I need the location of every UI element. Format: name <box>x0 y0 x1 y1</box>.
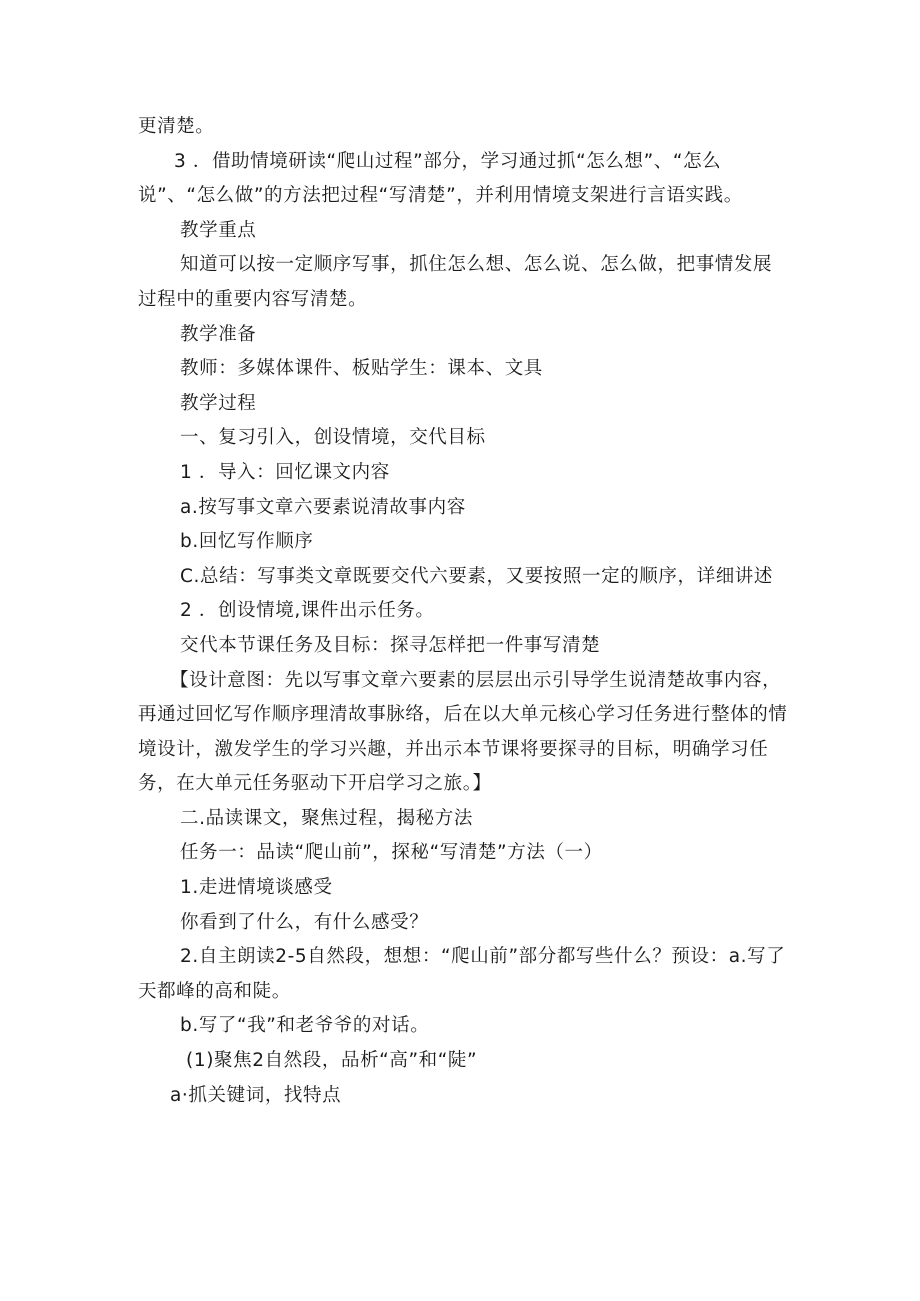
section-heading-preparation: 教学准备 <box>180 323 257 345</box>
task-one-item-2: 2.自主朗读2-5自然段，想想：“爬山前”部分都写些什么？预设：a.写了天都峰的高和陡。 <box>138 946 786 1002</box>
task-one-heading: 任务一：品读“爬山前”，探秘“写清楚”方法（一） <box>180 842 603 864</box>
objective-item-3: 3 ．借助情境研读“爬山过程”部分，学习通过抓“怎么想”、“怎么说”、“怎么做”的方法把过程“写清楚”，并利用情境支架进行言语实践。 <box>138 150 743 207</box>
task-one-subitem-1a: a·抓关键词，找特点 <box>170 1084 342 1106</box>
step-two-heading: 二.品读课文，聚焦过程，揭秘方法 <box>180 807 473 829</box>
document-body <box>138 110 786 1113</box>
preparation-text: 教师：多媒体课件、板贴学生：课本、文具 <box>180 358 543 380</box>
section-heading-process: 教学过程 <box>180 392 257 414</box>
section-heading-key-points: 教学重点 <box>180 219 257 241</box>
step-one-item-1a: a.按写事文章六要素说清故事内容 <box>180 496 466 518</box>
task-one-question: 你看到了什么，有什么感受？ <box>180 911 429 933</box>
step-one-item-2: 2 ．创设情境,课件出示任务。 <box>180 600 435 622</box>
key-points-text: 知道可以按一定顺序写事，抓住怎么想、怎么说、怎么做，把事情发展过程中的重要内容写清楚。 <box>138 254 773 310</box>
task-goal-text: 交代本节课任务及目标：探寻怎样把一件事写清楚 <box>180 634 601 656</box>
task-one-item-2b: b.写了“我”和老爷爷的对话。 <box>180 1015 430 1037</box>
step-one-item-1c: C.总结：写事类文章既要交代六要素，又要按照一定的顺序，详细讲述 <box>180 565 774 587</box>
step-one-item-1: 1 ．导入：回忆课文内容 <box>180 461 390 483</box>
design-intent-note: 【设计意图：先以写事文章六要素的层层出示引导学生说清楚故事内容，再通过回忆写作顺序理清故事脉络，后在以大单元核心学习任务进行整体的情境设计，激发学生的学习兴趣，并出示本节课将要探寻的目标，明确学习任务，在大单元任务驱动下开启学习之旅。】 <box>138 669 788 795</box>
step-one-item-1b: b.回忆写作顺序 <box>180 531 314 553</box>
task-one-item-1: 1.走进情境谈感受 <box>180 877 333 899</box>
paragraph-continuation: 更清楚。 <box>138 116 215 137</box>
step-one-heading: 一、复习引入，创设情境，交代目标 <box>180 427 486 449</box>
task-one-subitem-1: (1)聚焦2自然段，品析“高”和“陡” <box>186 1050 478 1072</box>
